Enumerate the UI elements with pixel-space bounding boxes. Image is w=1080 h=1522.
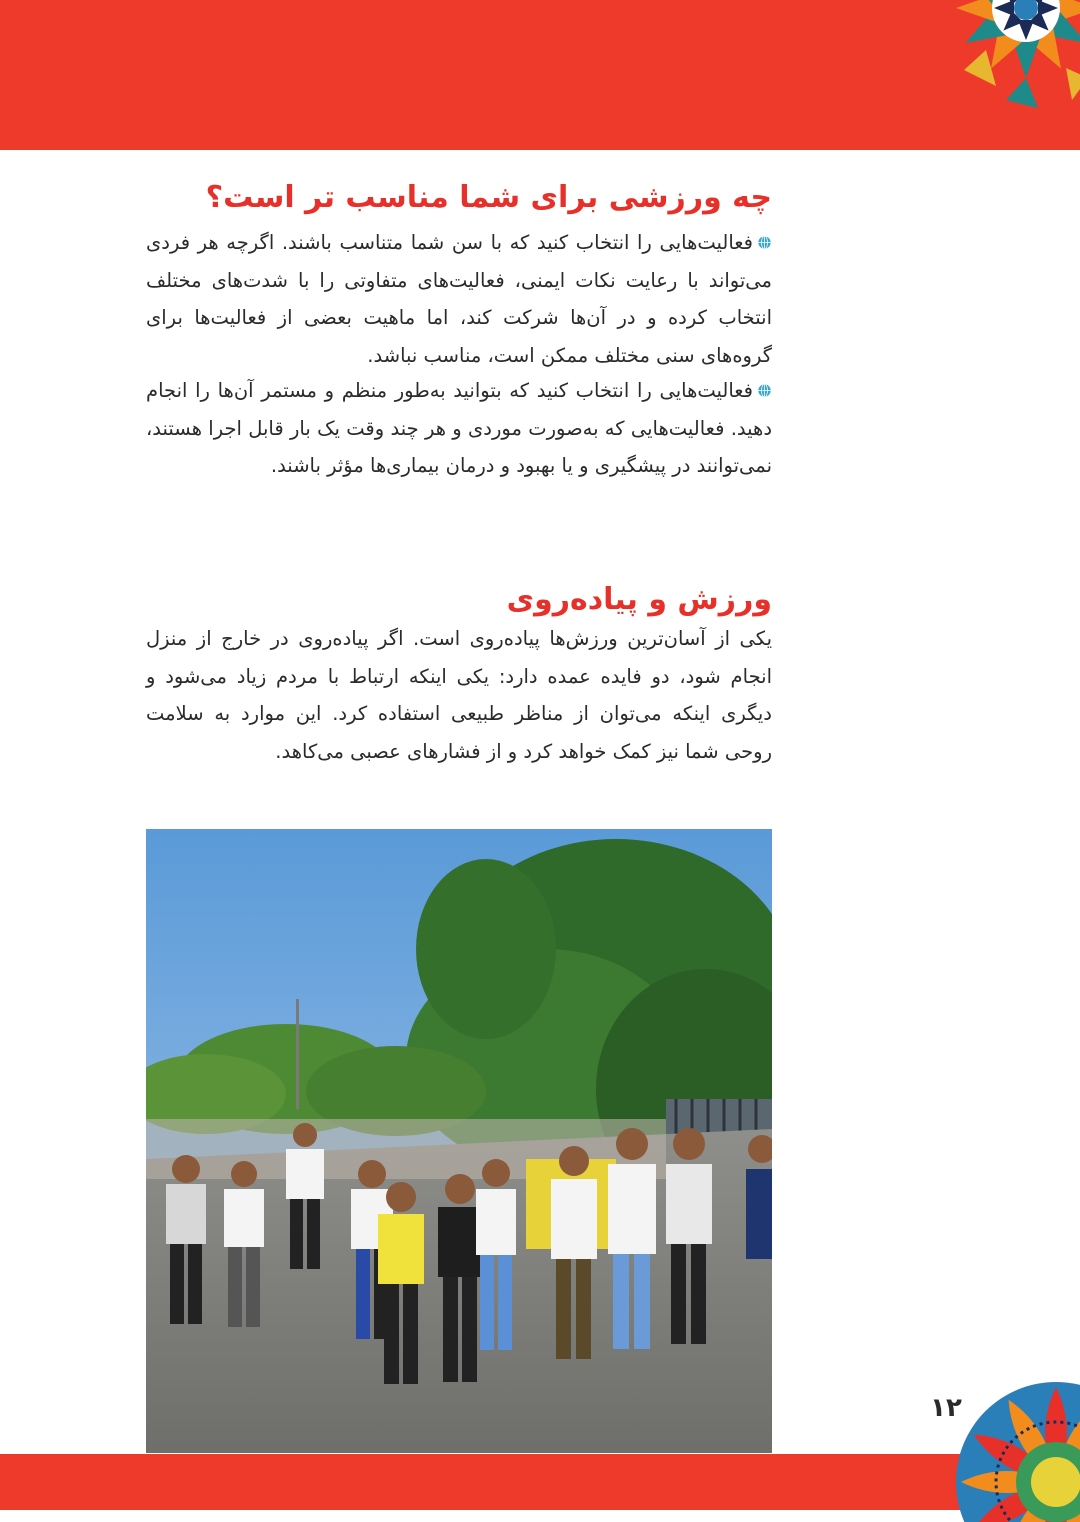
paragraph-text: فعالیت‌هایی را انتخاب کنید که بتوانید به‌طور منظم و مستمر آن‌ها را انجام دهید. فعالیت‌هایی که به‌صورت موردی و هر چند وقت یک بار قابل اجرا هستند، نمی‌توانند در پیشگیری و یا بهبود و درمان بیماری‌ها مؤثر باشند.	[146, 379, 772, 477]
section-heading-walking: ورزش و پیاده‌روی	[506, 582, 772, 617]
paragraph-text: فعالیت‌هایی را انتخاب کنید که با سن شما متناسب باشند. اگرچه هر فردی می‌تواند با رعایت نکات ایمنی، فعالیت‌های متفاوتی را با شدت‌های مختلف انتخاب کرده و در آن‌ها شرکت کند، اما ماهیت بعضی از فعالیت‌ها برای گروه‌های سنی مختلف ممکن است، مناسب نباشد.	[146, 231, 772, 367]
star-ornament-icon	[918, 0, 1080, 142]
globe-bullet-icon	[757, 235, 772, 250]
walking-paragraph: یکی از آسان‌ترین ورزش‌ها پیاده‌روی است. اگر پیاده‌روی در خارج از منزل انجام شود، دو فایده عمده دارد: یکی اینکه ارتباط با مردم زیاد می‌شود و دیگری اینکه می‌توان از مناظر طبیعی استفاده کرد. این موارد به سلامت روحی شما نیز کمک خواهد کرد و از فشارهای عصبی می‌کاهد.	[146, 627, 772, 763]
bullet-paragraph-age	[146, 224, 772, 374]
mandala-ornament-icon	[946, 1372, 1080, 1522]
walking-event-photo	[146, 829, 772, 1453]
globe-bullet-icon	[757, 383, 772, 398]
bottom-footer-band	[0, 1454, 1080, 1510]
bullet-paragraph-regular	[146, 372, 772, 485]
page-number: ۱۲	[930, 1393, 962, 1423]
section-heading-suitable-sport: چه ورزشی برای شما مناسب تر است؟	[205, 180, 772, 215]
